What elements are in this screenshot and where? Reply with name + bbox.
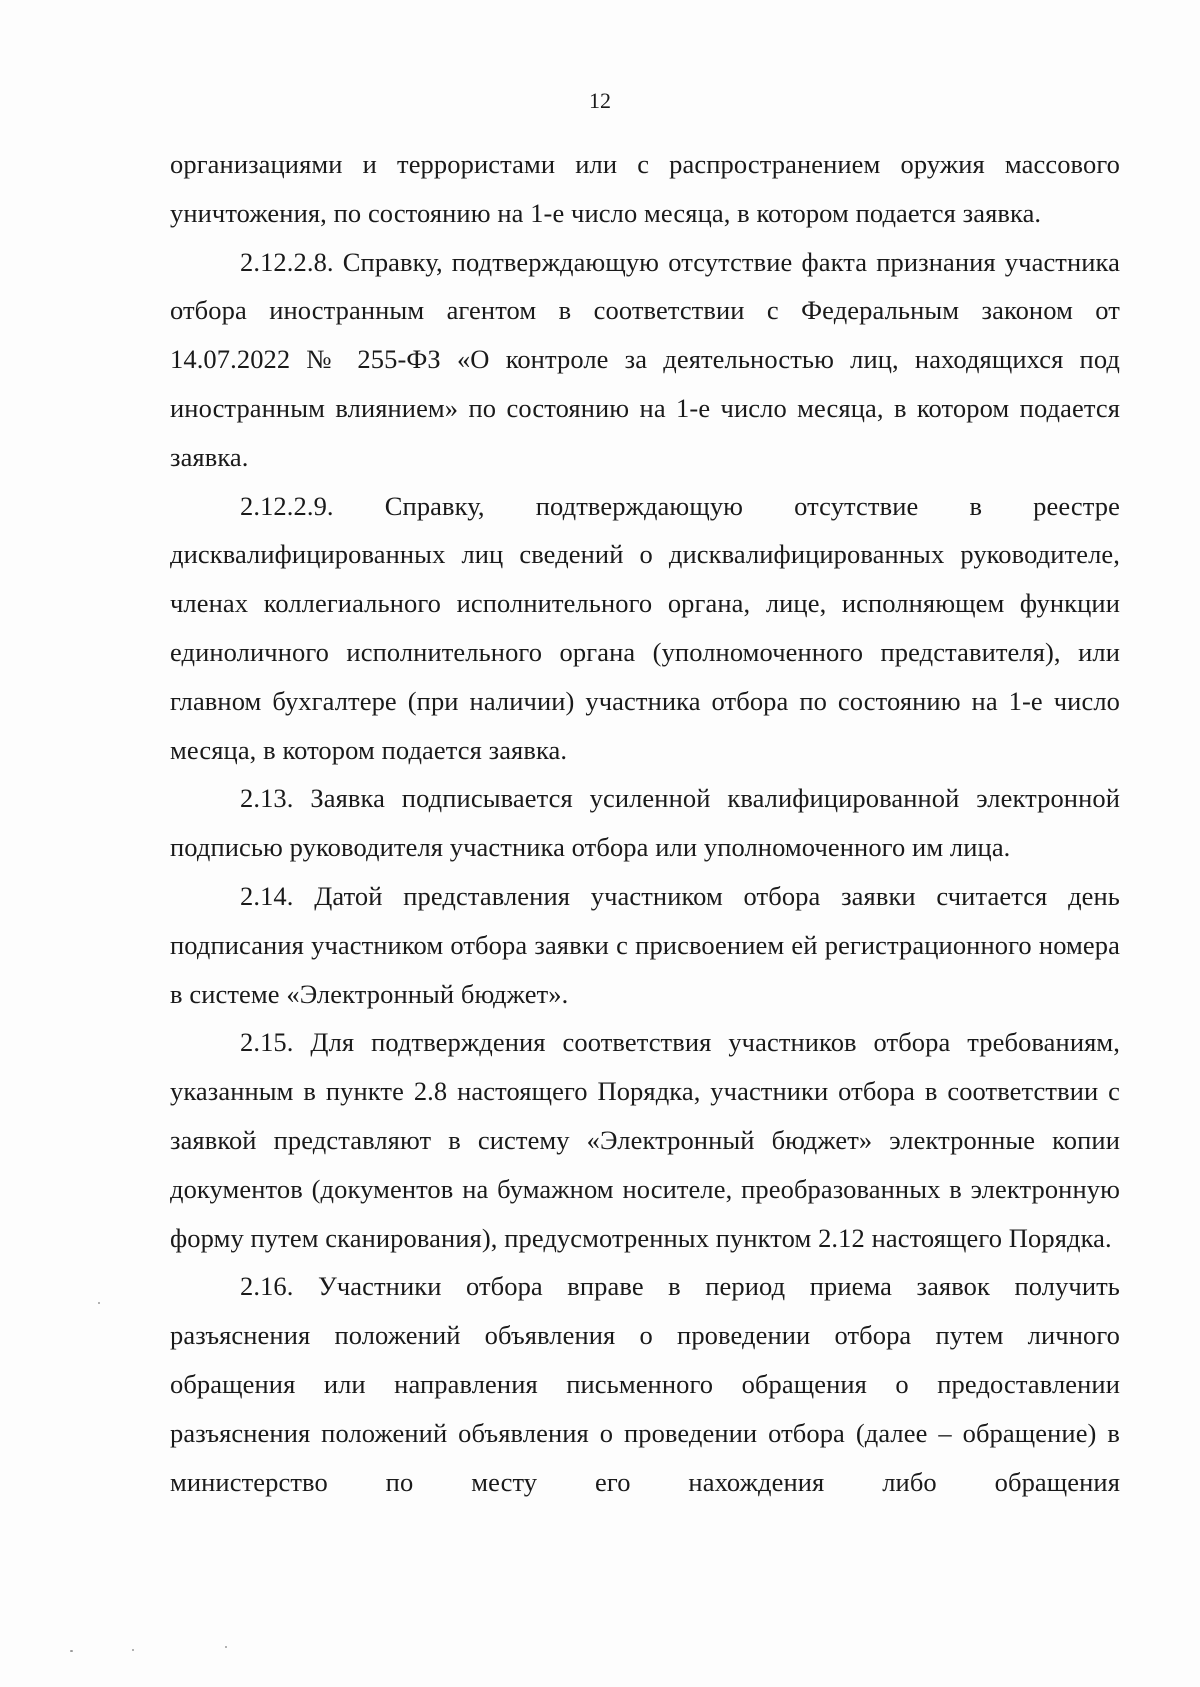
scan-speck [132,1649,134,1651]
document-body [170,140,1120,1506]
page-number: 12 [589,88,611,113]
paragraph-2-12-2-9: 2.12.2.9. Справку, подтверждающую отсутствие в реестре дисквалифицированных лиц сведений о дисквалифицированных руководителе, членах коллегиального исполнительного органа, лице, исполняющем функции единоличного исполнительного органа (уполномоченного представителя), или главном бухгалтере (при наличии) участника отбора по состоянию на 1-е число месяца, в котором подается заявка. [170,490,1120,765]
scan-speck [98,1302,100,1304]
scan-speck [225,1646,227,1648]
paragraph-2-12-2-8: 2.12.2.8. Справку, подтверждающую отсутствие факта признания участника отбора иностранным агентом в соответствии с Федеральным законом от 14.07.2022 № 255-ФЗ «О контроле за деятельностью лиц, находящихся под иностранным влиянием» по состоянию на 1-е число месяца, в котором подается заявка. [170,246,1120,472]
paragraph-2-16: 2.16. Участники отбора вправе в период приема заявок получить разъяснения положений объявления о проведении отбора путем личного обращения или направления письменного обращения о предоставлении разъяснения положений объявления о проведении отбора (далее – обращение) в министерство по месту его нахождения либо обращения [170,1271,1120,1497]
paragraph-2-14: 2.14. Датой представления участником отбора заявки считается день подписания участником отбора заявки с присвоением ей регистрационного номера в системе «Электронный бюджет». [170,880,1120,1009]
paragraph-continued: организациями и террористами или с распространением оружия массового уничтожения, по состоянию на 1-е число месяца, в котором подается заявка. [170,149,1120,228]
paragraph-2-15: 2.15. Для подтверждения соответствия участников отбора требованиям, указанным в пункте 2.8 настоящего Порядка, участники отбора в соответствии с заявкой представляют в систему «Электронный бюджет» электронные копии документов (документов на бумажном носителе, преобразованных в электронную форму путем сканирования), предусмотренных пунктом 2.12 настоящего Порядка. [170,1027,1120,1253]
scan-speck [70,1650,73,1652]
paragraph-2-13: 2.13. Заявка подписывается усиленной квалифицированной электронной подписью руководителя участника отбора или уполномоченного им лица. [170,783,1120,863]
